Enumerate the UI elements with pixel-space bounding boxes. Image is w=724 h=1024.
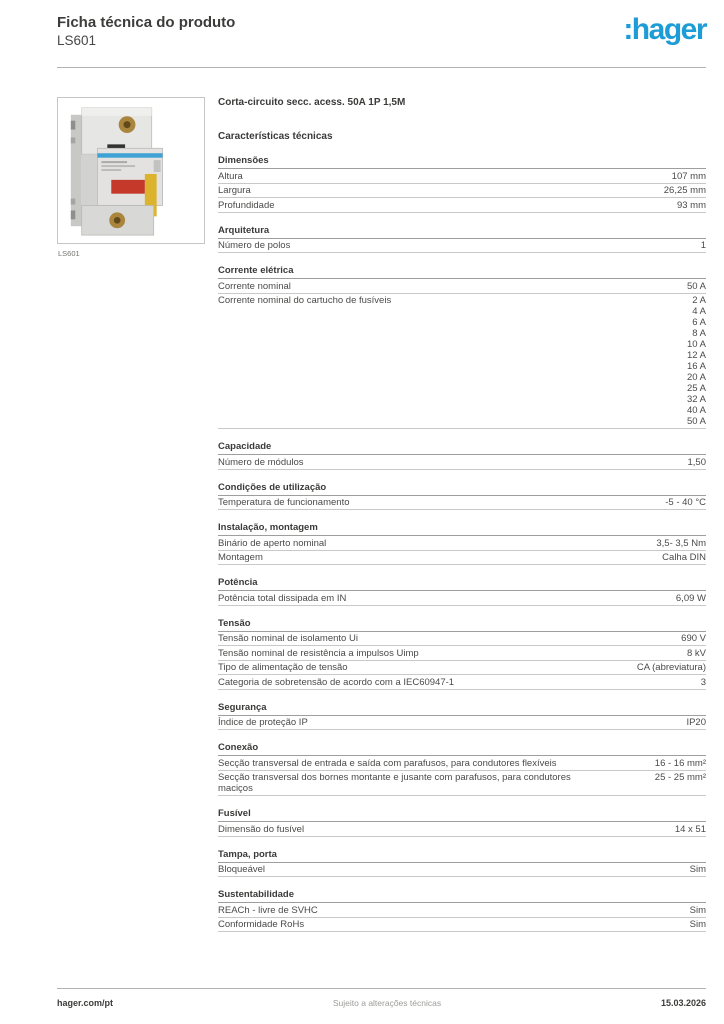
spec-label: REACh - livre de SVHC — [218, 904, 318, 916]
spec-row — [218, 496, 706, 511]
spec-label: Número de módulos — [218, 456, 304, 468]
spec-group — [218, 742, 706, 796]
spec-group-title: Arquitetura — [218, 225, 706, 239]
spec-value: 2 A 4 A 6 A 8 A 10 A 12 A 16 A 20 A 25 A 32 A 40 A 50 A — [686, 295, 706, 427]
spec-label: Índice de proteção IP — [218, 717, 308, 728]
spec-row — [218, 675, 706, 690]
spec-value: 50 A — [686, 280, 706, 292]
product-image — [57, 97, 205, 244]
spec-group — [218, 702, 706, 731]
spec-value: Sim — [689, 919, 706, 930]
spec-label: Montagem — [218, 552, 263, 563]
spec-group-title: Conexão — [218, 742, 706, 756]
spec-row — [218, 294, 706, 430]
spec-label: Corrente nominal — [218, 280, 291, 292]
spec-label: Potência total dissipada em IN — [218, 592, 347, 604]
spec-value: Sim — [689, 904, 706, 916]
spec-label: Tensão nominal de resistência a impulsos Uimp — [218, 647, 419, 659]
fuse-holder-illustration — [58, 98, 204, 243]
spec-group — [218, 808, 706, 837]
spec-row — [218, 646, 706, 661]
spec-label: Tensão nominal de isolamento Ui — [218, 633, 358, 644]
spec-group — [218, 155, 706, 213]
spec-row — [218, 279, 706, 294]
spec-value: 25 - 25 mm² — [654, 772, 706, 783]
spec-value: 1,50 — [687, 456, 706, 468]
spec-label: Corrente nominal do cartucho de fusíveis — [218, 295, 392, 306]
spec-label: Categoria de sobretensão de acordo com a IEC60947-1 — [218, 676, 455, 688]
spec-group-title: Corrente elétrica — [218, 265, 706, 279]
spec-row — [218, 591, 706, 606]
specs-column — [218, 97, 706, 932]
spec-label: Número de polos — [218, 240, 291, 251]
footer-disclaimer: Sujeito a alterações técnicas — [332, 998, 442, 1008]
spec-group-title: Sustentabilidade — [218, 889, 706, 903]
spec-value: -5 - 40 °C — [665, 497, 706, 508]
spec-value: 3 — [700, 676, 706, 688]
spec-label: Largura — [218, 185, 251, 196]
spec-value: IP20 — [686, 717, 706, 728]
spec-row — [218, 863, 706, 878]
spec-label: Dimensão do fusível — [218, 823, 305, 835]
tech-characteristics-title: Características técnicas — [218, 131, 333, 142]
spec-row — [218, 903, 706, 918]
spec-row — [218, 918, 706, 933]
spec-group — [218, 265, 706, 429]
spec-group-title: Dimensões — [218, 155, 706, 169]
footer-date: 15.03.2026 — [660, 998, 706, 1008]
spec-row — [218, 239, 706, 254]
spec-value: 93 mm — [676, 199, 706, 211]
spec-value: Calha DIN — [662, 552, 706, 563]
spec-row — [218, 455, 706, 470]
spec-value: 14 x 51 — [674, 823, 706, 835]
spec-row — [218, 632, 706, 647]
spec-row — [218, 198, 706, 213]
spec-group-title: Tensão — [218, 618, 706, 632]
spec-label: Temperatura de funcionamento — [218, 497, 350, 508]
spec-group-title: Instalação, montagem — [218, 522, 706, 536]
header-divider — [57, 67, 706, 68]
spec-group — [218, 849, 706, 878]
spec-row — [218, 756, 706, 771]
spec-group-title: Potência — [218, 577, 706, 591]
footer-website-link[interactable]: hager.com/pt — [57, 998, 114, 1008]
spec-label: Bloqueável — [218, 864, 266, 875]
spec-row — [218, 661, 706, 676]
spec-row — [218, 771, 706, 797]
spec-value: CA (abreviatura) — [636, 662, 706, 673]
page-footer — [57, 998, 706, 1009]
spec-value: 6,09 W — [675, 592, 706, 604]
spec-row — [218, 169, 706, 184]
spec-label: Altura — [218, 170, 243, 182]
page-title: Ficha técnica do produto — [57, 14, 236, 31]
spec-label: Binário de aperto nominal — [218, 537, 327, 549]
spec-group-title: Tampa, porta — [218, 849, 706, 863]
spec-row — [218, 822, 706, 837]
spec-row — [218, 716, 706, 731]
spec-group-title: Segurança — [218, 702, 706, 716]
spec-group-title: Capacidade — [218, 441, 706, 455]
spec-group-title: Condições de utilização — [218, 482, 706, 496]
spec-value: 26,25 mm — [663, 185, 706, 196]
product-image-caption: LS601 — [58, 249, 80, 258]
spec-group — [218, 618, 706, 690]
spec-group — [218, 225, 706, 254]
spec-group — [218, 522, 706, 565]
spec-group — [218, 482, 706, 511]
spec-row — [218, 551, 706, 566]
hager-logo: :hager — [623, 13, 706, 46]
spec-group — [218, 577, 706, 606]
spec-value: 690 V — [681, 633, 706, 644]
spec-value: 1 — [700, 240, 706, 251]
spec-group — [218, 441, 706, 470]
spec-groups — [218, 155, 706, 932]
spec-row — [218, 536, 706, 551]
product-reference: LS601 — [57, 33, 97, 48]
spec-value: 8 kV — [686, 647, 706, 659]
spec-value: 3,5- 3,5 Nm — [656, 537, 706, 549]
spec-label: Secção transversal dos bornes montante e jusante com parafusos, para condutores maciços — [218, 772, 571, 794]
product-name: Corta-circuito secc. acess. 50A 1P 1,5M — [218, 97, 406, 108]
spec-label: Profundidade — [218, 199, 275, 211]
spec-value: Sim — [689, 864, 706, 875]
spec-row — [218, 184, 706, 199]
spec-value: 16 - 16 mm² — [654, 757, 706, 769]
spec-group — [218, 889, 706, 932]
footer-divider — [57, 988, 706, 989]
spec-label: Tipo de alimentação de tensão — [218, 662, 348, 673]
spec-label: Conformidade RoHs — [218, 919, 305, 930]
spec-label: Secção transversal de entrada e saída com parafusos, para condutores flexíveis — [218, 757, 557, 769]
spec-group-title: Fusível — [218, 808, 706, 822]
spec-value: 107 mm — [671, 170, 706, 182]
page-header — [57, 14, 706, 49]
